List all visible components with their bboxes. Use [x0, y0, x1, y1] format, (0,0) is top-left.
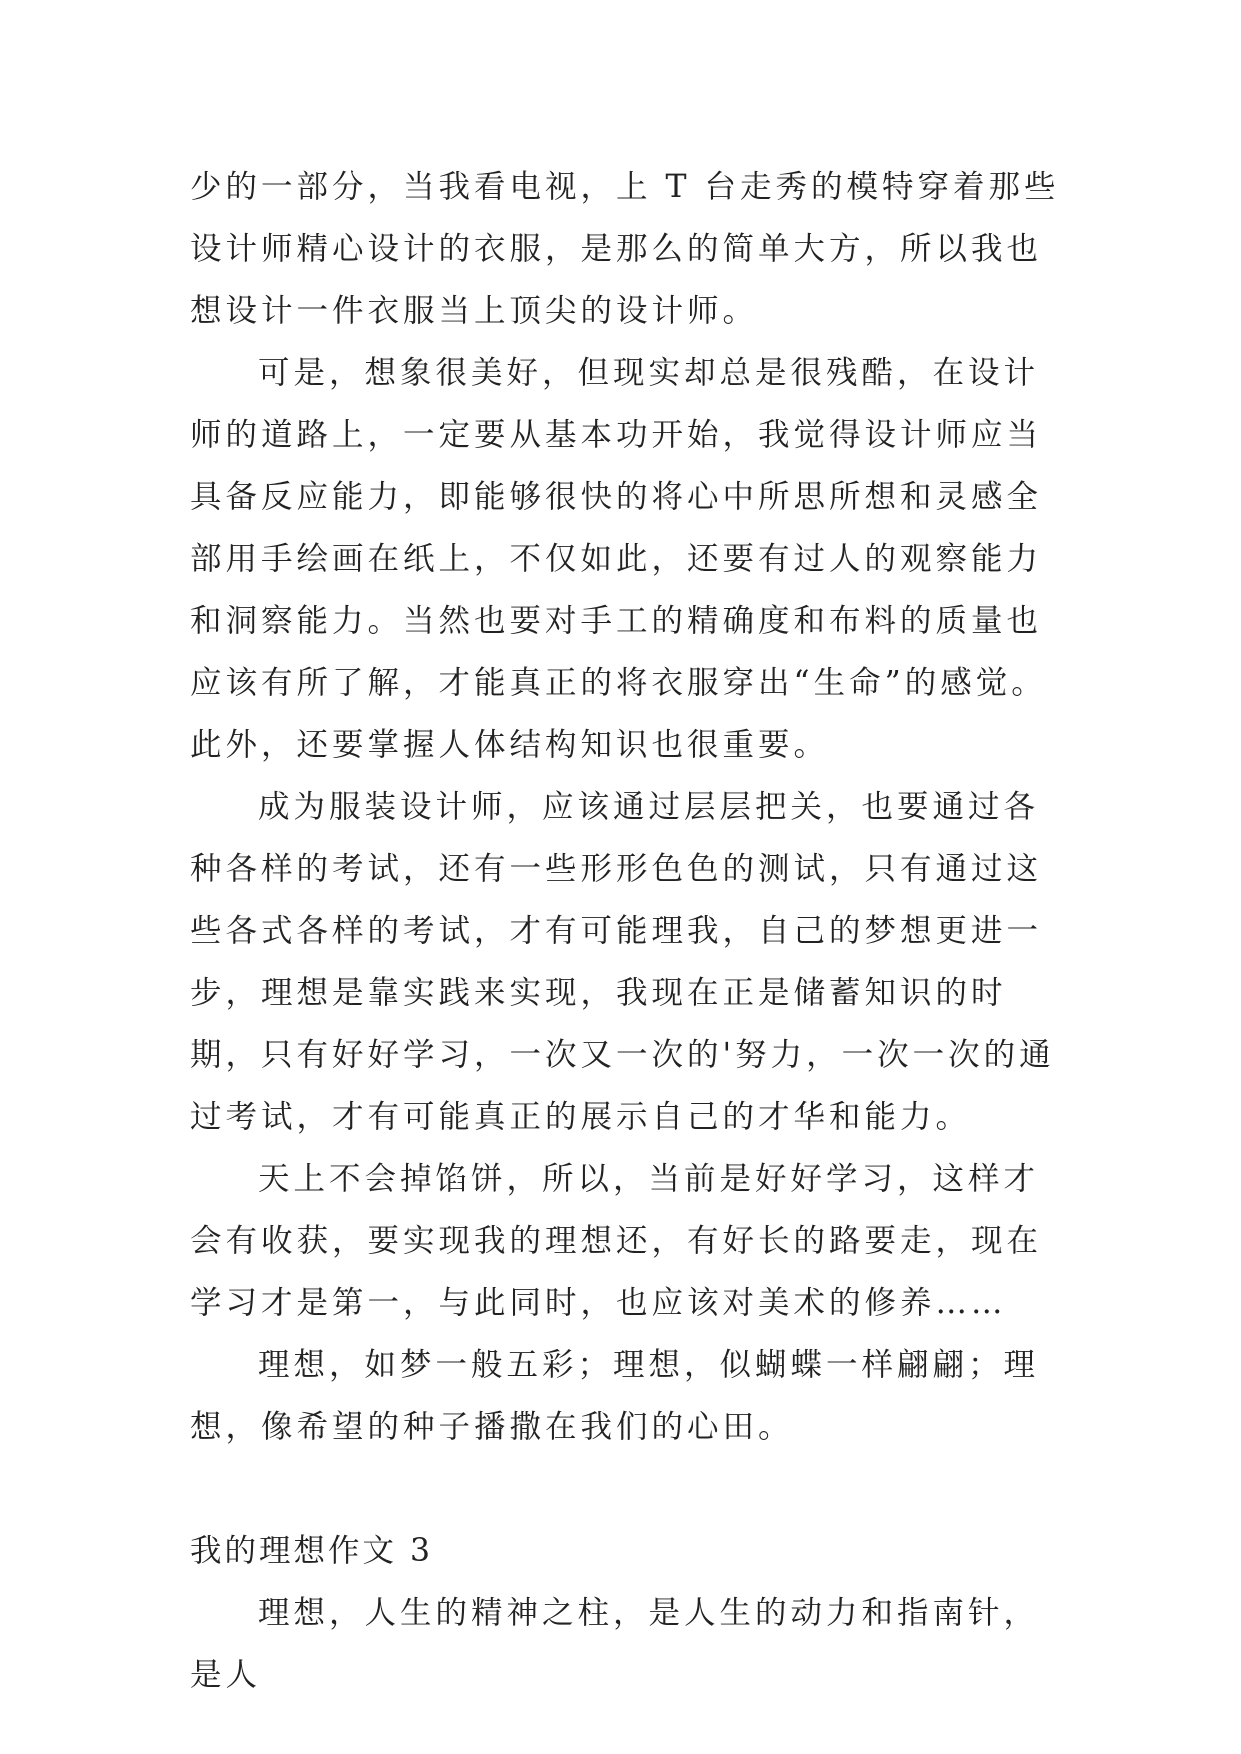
paragraph-3: 成为服装设计师，应该通过层层把关，也要通过各种各样的考试，还有一些形形色色的测试，只有通过这些各式各样的考试，才有可能理我，自己的梦想更进一步，理想是靠实践来实现，我现在正是储蓄知识的时期，只有好好学习，一次又一次的'努力，一次一次的通过考试，才有可能真正的展示自己的才华和能力。 — [190, 789, 1055, 1135]
paragraph-6: 理想，人生的精神之柱，是人生的动力和指南针，是人 — [190, 1595, 1040, 1693]
paragraph-4: 天上不会掉馅饼，所以，当前是好好学习，这样才会有收获，要实现我的理想还，有好长的路要走，现在学习才是第一，与此同时，也应该对美术的修养…… — [190, 1161, 1043, 1321]
paragraph-2: 可是，想象很美好，但现实却总是很残酷，在设计师的道路上，一定要从基本功开始，我觉得设计师应当具备反应能力，即能够很快的将心中所思所想和灵感全部用手绘画在纸上，不仅如此，还要有过人的观察能力和洞察能力。当然也要对手工的精确度和布料的质量也应该有所了解，才能真正的将衣服穿出“生命”的感觉。此外，还要掌握人体结构知识也很重要。 — [190, 355, 1047, 763]
paragraph-5: 理想，如梦一般五彩；理想，似蝴蝶一样翩翩；理想，像希望的种子播撒在我们的心田。 — [190, 1347, 1040, 1445]
paragraph-1: 少的一部分，当我看电视，上 T 台走秀的模特穿着那些设计师精心设计的衣服，是那么的简单大方，所以我也想设计一件衣服当上顶尖的设计师。 — [190, 169, 1060, 329]
section-spacer — [190, 1458, 1065, 1520]
document-body — [190, 156, 1065, 1706]
section-heading: 我的理想作文 3 — [190, 1533, 434, 1569]
